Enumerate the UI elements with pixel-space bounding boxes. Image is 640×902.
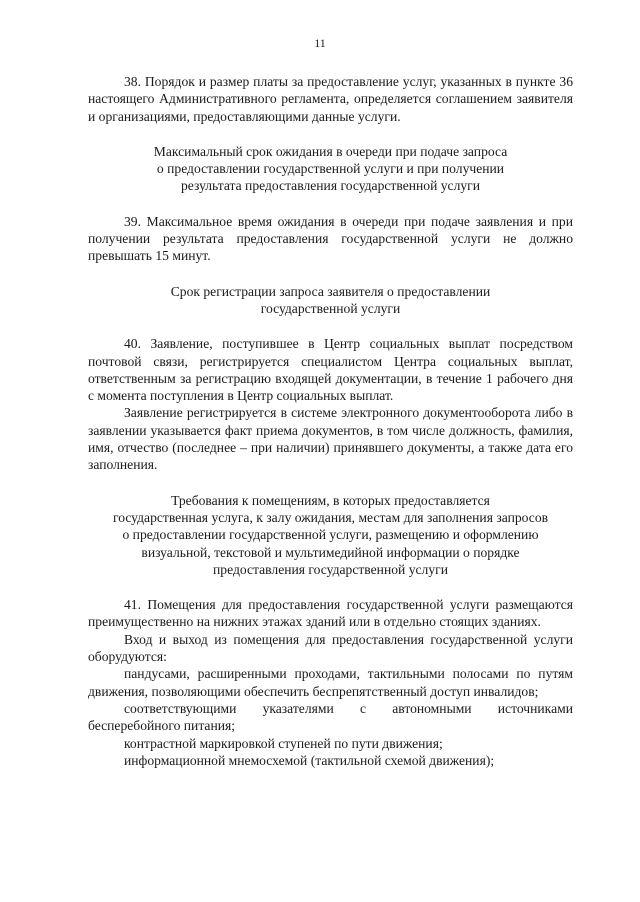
heading-line: результата предоставления государственной услуги: [180, 178, 481, 194]
heading-line: государственная услуга, к залу ожидания, местам для заполнения запросов: [112, 509, 549, 525]
document-body: [88, 73, 573, 769]
paragraph-41: 41. Помещения для предоставления государственной услуги размещаются преимущественно на нижних этажах зданий или в отдельно стоящих зданиях.: [88, 597, 573, 630]
list-item-tactile-scheme: информационной мнемосхемой (тактильной схемой движения);: [124, 752, 495, 768]
paragraph-41-entrance: Вход и выход из помещения для предоставления государственной услуги оборудуются:: [88, 631, 573, 665]
list-item-ramps: пандусами, расширенными проходами, тактильными полосами по путям движения, позволяющими обеспечить беспрепятственный доступ инвалидов;: [88, 666, 573, 699]
heading-line: визуальной, текстовой и мультимедийной информации о порядке: [141, 544, 520, 560]
list-item-step-marking: контрастной маркировкой ступеней по пути движения;: [124, 735, 443, 751]
paragraph-40: 40. Заявление, поступившее в Центр социальных выплат посредством почтовой связи, регистрируется специалистом Центра социальных выплат, ответственным за регистрацию входящей документации, в течение 1 рабочего дня с момента поступления в Центр социальных выплат.: [88, 336, 573, 404]
list-item-signs: соответствующими указателями с автономными источниками бесперебойного питания;: [88, 700, 573, 734]
section-heading-queue-time: [88, 143, 573, 195]
heading-line: о предоставлении государственной услуги и при получении: [156, 161, 505, 177]
page-number: 11: [314, 36, 326, 50]
heading-line: Требования к помещениям, в которых предоставляется: [171, 492, 490, 508]
section-heading-premises-requirements: [88, 492, 573, 578]
paragraph-40-continuation: Заявление регистрируется в системе электронного документооборота либо в заявлении указывается факт приема документов, в том числе должность, фамилия, имя, отчество (последнее – при наличии) принявшего документы, а также дата его заполнения.: [88, 405, 573, 473]
heading-line: Срок регистрации запроса заявителя о предоставлении: [170, 283, 491, 299]
heading-line: Максимальный срок ожидания в очереди при подаче запроса: [153, 143, 508, 159]
heading-line: предоставления государственной услуги: [213, 561, 448, 577]
section-heading-registration-term: [88, 283, 573, 318]
paragraph-39: 39. Максимальное время ожидания в очереди при подаче заявления и при получении результата предоставления государственной услуги не должно превышать 15 минут.: [88, 213, 573, 264]
heading-line: о предоставлении государственной услуги, размещению и оформлению: [122, 527, 539, 543]
paragraph-38: 38. Порядок и размер платы за предоставление услуг, указанных в пункте 36 настоящего Административного регламента, определяется соглашением заявителя и организациями, предоставляющими данные услуги.: [88, 74, 573, 124]
heading-line: государственной услуги: [260, 300, 401, 316]
